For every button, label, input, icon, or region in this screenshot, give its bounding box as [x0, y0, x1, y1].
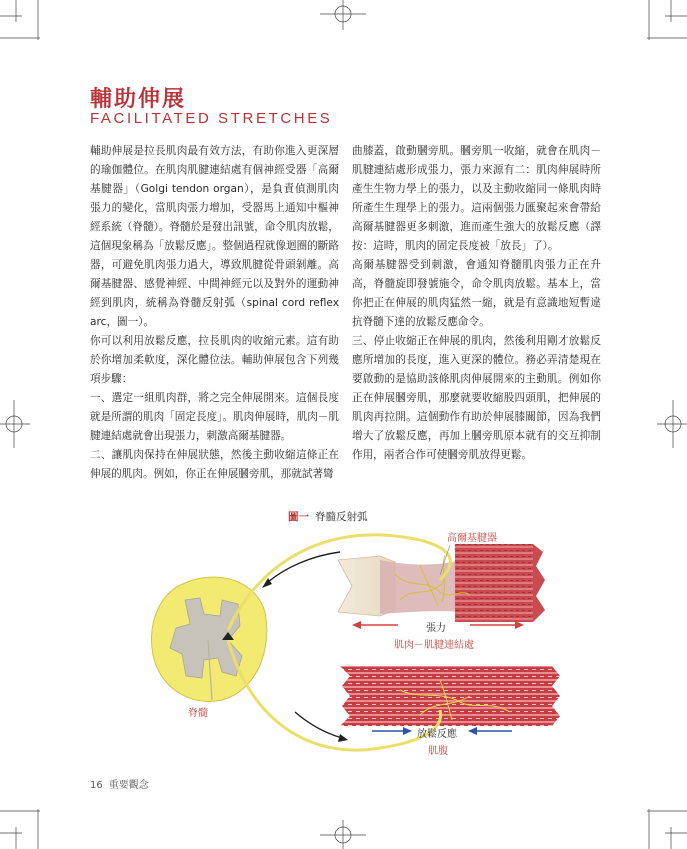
- muscle-belly-shape: [340, 666, 560, 726]
- spinal-cord-label: 脊髓: [188, 708, 208, 719]
- golgi-label: 高爾基腱器: [447, 533, 497, 544]
- paragraph: 你可以利用放鬆反應，拉長肌肉的收縮元素。這有助於你增加柔軟度，深化體位法。輔助伸展包含下列幾項步驟：: [90, 335, 339, 385]
- paragraph: 曲膝蓋，啟動膕旁肌。膕旁肌一收縮，就會在肌肉－肌腱連結處形成張力，張力來源有二：肌肉伸展時所產生生物力學上的張力，以及主動收縮同一條肌肉時所產生生理學上的張力。這兩個張力匯聚起來會帶給高爾基腱器更多刺激，進而產生強大的放鬆反應（譯按：這時，肌肉的固定長度被「放長」了）。: [352, 145, 601, 252]
- figure-title: 脊髓反射弧: [315, 511, 368, 523]
- figure-caption: [288, 509, 368, 524]
- section-title: 輔助伸展: [90, 87, 187, 112]
- paragraph: 輔助伸展是拉長肌肉最有效方法，有助你進入更深層的瑜伽體位。在肌肉肌腱連結處有個神經受器「高爾基腱器」（Golgi tendon organ），是負責偵測肌肉張力的變化，當肌肉張力增加，受器馬上通知中樞神經系統（脊髓）。脊髓於是發出訊號，命令肌肉放鬆，這個現象稱為「放鬆反應」。整個過程就像迴圈的斷路器，可避免肌肉張力過大，導致肌腱從骨頭剝離。高爾基腱器、感覺神經、中間神經元以及對外的運動神經到肌肉，統稱為脊髓反射弧（spinal cord reflex arc，圖一）。: [90, 145, 339, 328]
- muscle-tendon-junction-shape: [338, 544, 545, 622]
- section-name: 重要觀念: [108, 780, 149, 791]
- relaxation-label: 放鬆反應: [417, 729, 457, 740]
- paragraph: 二、讓肌肉保持在伸展狀態，然後主動收縮這條正在伸展的肌肉。例如，你正在伸展膕旁肌，那就試著彎: [90, 449, 339, 480]
- section-subtitle: FACILITATED STRETCHES: [90, 110, 333, 127]
- tension-label: 張力: [426, 623, 446, 634]
- page-number: 16: [90, 780, 103, 791]
- paragraph: 一、選定一組肌肉群，將之完全伸展開來。這個長度就是所謂的肌肉「固定長度」。肌肉伸展時，肌肉－肌腱連結處就會出現張力，刺激高爾基腱器。: [90, 392, 339, 442]
- junction-label: 肌肉－肌腱連結處: [394, 640, 474, 651]
- paragraph: 高爾基腱器受到刺激，會通知脊髓肌肉張力正在升高，脊髓旋即發號施令，命令肌肉放鬆。基本上，當你把正在伸展的肌肉猛然一縮，就是有意識地短暫違抗脊髓下達的放鬆反應命令。: [352, 259, 601, 328]
- figure-number: 圖一: [288, 511, 309, 523]
- paragraph: 三、停止收縮正在伸展的肌肉，然後利用剛才放鬆反應所增加的長度，進入更深的體位。務必弄清楚現在要啟動的是協助該條肌肉伸展開來的主動肌。例如你正在伸展膕旁肌，那麼就要收縮股四頭肌，把伸展的肌肉再拉開。這個動作有助於伸展膝關節，因為我們增大了放鬆反應，再加上膕旁肌原本就有的交互抑制作用，兩者合作可使膕旁肌放得更鬆。: [352, 335, 601, 461]
- muscle-belly-label: 肌腹: [428, 746, 448, 757]
- page-footer: [90, 776, 149, 791]
